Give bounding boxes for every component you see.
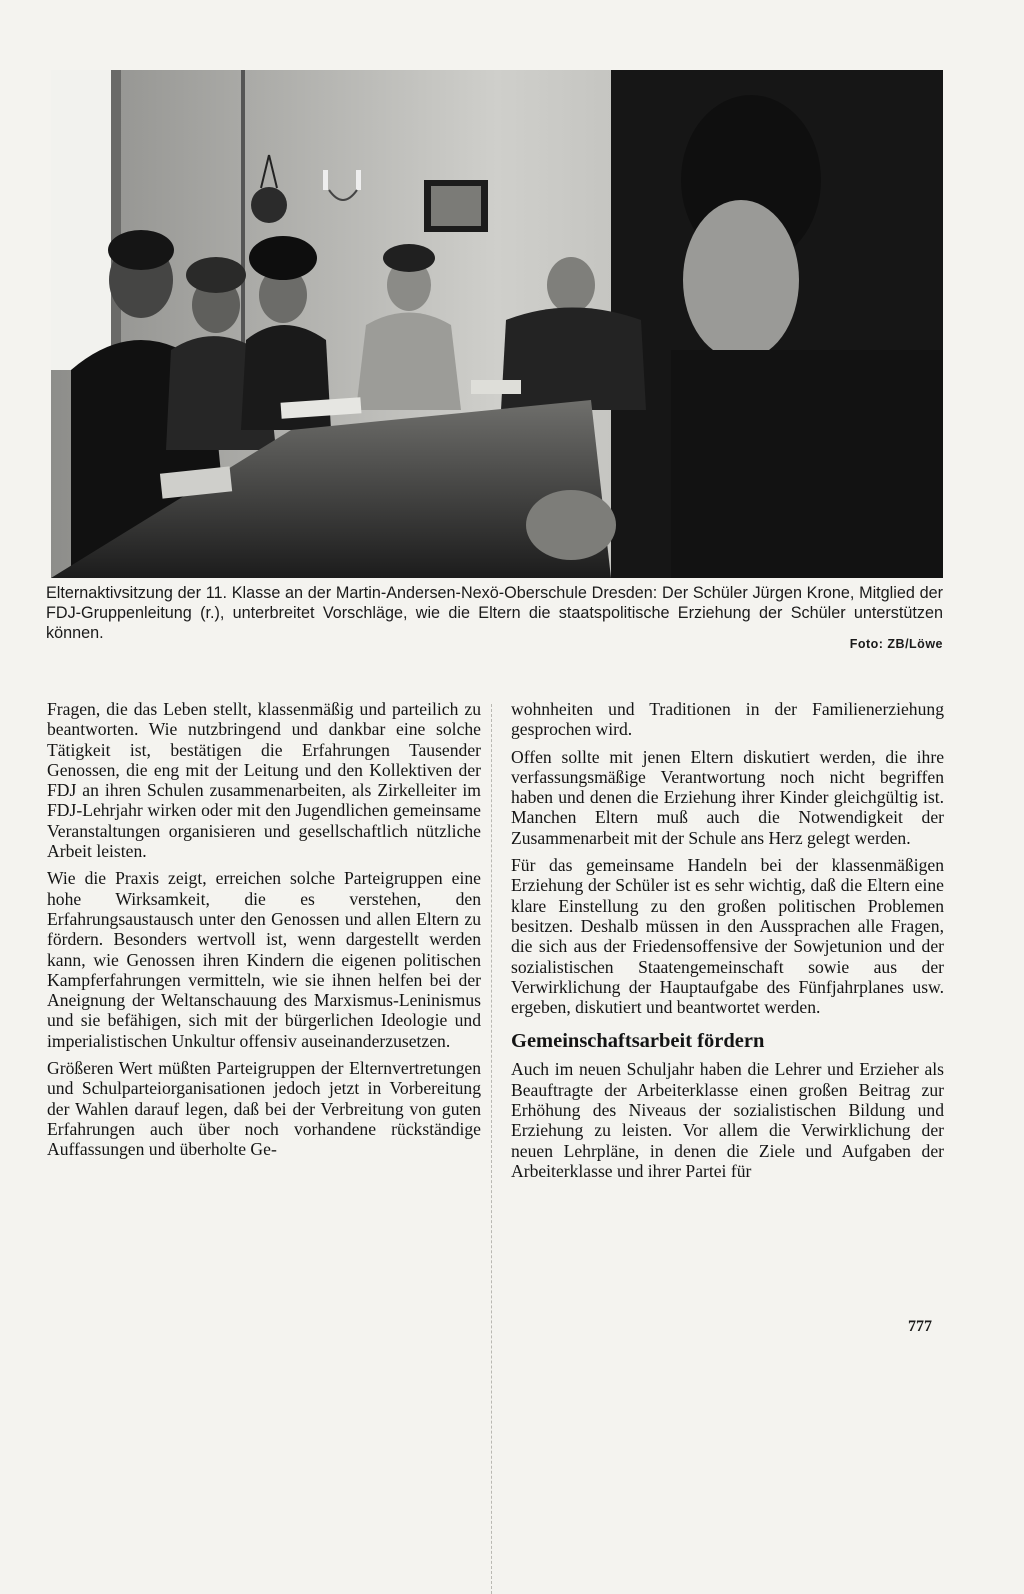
paragraph: Fragen, die das Leben stellt, klassenmäßig und parteilich zu beantworten. Wie nutzbringend und dankbar eine solche Tätigkeit ist, bestätigen die Erfahrungen Tausender Genossen, die eng mit der Leitung und den Kollektiven der FDJ an ihren Schulen zusammenarbeiten, als Zirkelleiter im FDJ-Lehrjahr wirken oder mit den Jugendlichen gemeinsame Veranstaltungen organisieren und gesellschaftlich nützliche Arbeit leisten.: [47, 699, 481, 862]
meeting-photo-icon: [51, 70, 943, 578]
paragraph: Größeren Wert müßten Parteigruppen der Elternvertretungen und Schulparteiorganisationen jedoch jetzt in Vorbereitung der Wahlen darauf legen, daß bei der Verbreitung von guten Erfahrungen auch über noch vorhandene rückständige Auffassungen und überholte Ge-: [47, 1058, 481, 1160]
paragraph: Wie die Praxis zeigt, erreichen solche Parteigruppen eine hohe Wirksamkeit, die es verstehen, den Erfahrungsaustausch unter den Genossen und allen Eltern zu fördern. Besonders wertvoll ist, wenn dargestellt werden kann, wie Genossen ihren Kindern die eigenen politischen Kampferfahrungen vermitteln, wie sie ihnen helfen bei der Aneignung der Weltanschauung des Marxismus-Leninismus und sie befähigen, sich mit der bürgerlichen Ideologie und imperialistischen Unkultur offensiv auseinanderzusetzen.: [47, 868, 481, 1051]
photo-caption: Elternaktivsitzung der 11. Klasse an der Martin-Andersen-Nexö-Oberschule Dresden: Der Schüler Jürgen Krone, Mitglied der FDJ-Gruppenleitung (r.), unterbreitet Vorschläge, wie die Eltern die staatspolitische Erziehung der Schüler unterstützen können.: [46, 584, 943, 642]
photo-credit: Foto: ZB/Löwe: [849, 637, 943, 651]
paragraph: Für das gemeinsame Handeln bei der klassenmäßigen Erziehung der Schüler ist es sehr wichtig, daß die Eltern eine klare Einstellung zu den großen politischen Problemen besitzen. Deshalb müssen in den Aussprachen alle Fragen, die sich aus der Friedensoffensive der Sowjetunion und der sozialistischen Staatengemeinschaft sowie aus der Verwirklichung der Hauptaufgabe des Fünfjahrplanes usw. ergeben, diskutiert und beantwortet werden.: [511, 855, 944, 1018]
meeting-photo: [51, 70, 943, 578]
paragraph: Offen sollte mit jenen Eltern diskutiert werden, die ihre verfassungsmäßige Verantwortung noch nicht begriffen haben und denen die Erziehung ihrer Kinder gleichgültig ist. Manchen Eltern muß auch die Notwendigkeit der Zusammenarbeit mit der Schule ans Herz gelegt werden.: [511, 746, 944, 848]
section-heading: Gemeinschaftsarbeit fördern: [511, 1030, 765, 1053]
wall-picture: [424, 180, 488, 232]
paragraph: wohnheiten und Traditionen in der Familienerziehung gesprochen wird.: [511, 699, 944, 740]
paragraph: Auch im neuen Schuljahr haben die Lehrer und Erzieher als Beauftragte der Arbeiterklasse einen großen Beitrag zur Erhöhung des Niveaus der sozialistischen Bildung und Erziehung zu leisten. Vor allem die Verwirklichung der neuen Lehrpläne, in denen die Ziele und Aufgaben der Arbeiterklasse und ihrer Partei für: [511, 1059, 944, 1181]
right-column: [511, 699, 944, 1188]
left-column: [47, 699, 481, 1167]
page-number: 777: [908, 1318, 932, 1335]
column-divider: [491, 704, 492, 1594]
